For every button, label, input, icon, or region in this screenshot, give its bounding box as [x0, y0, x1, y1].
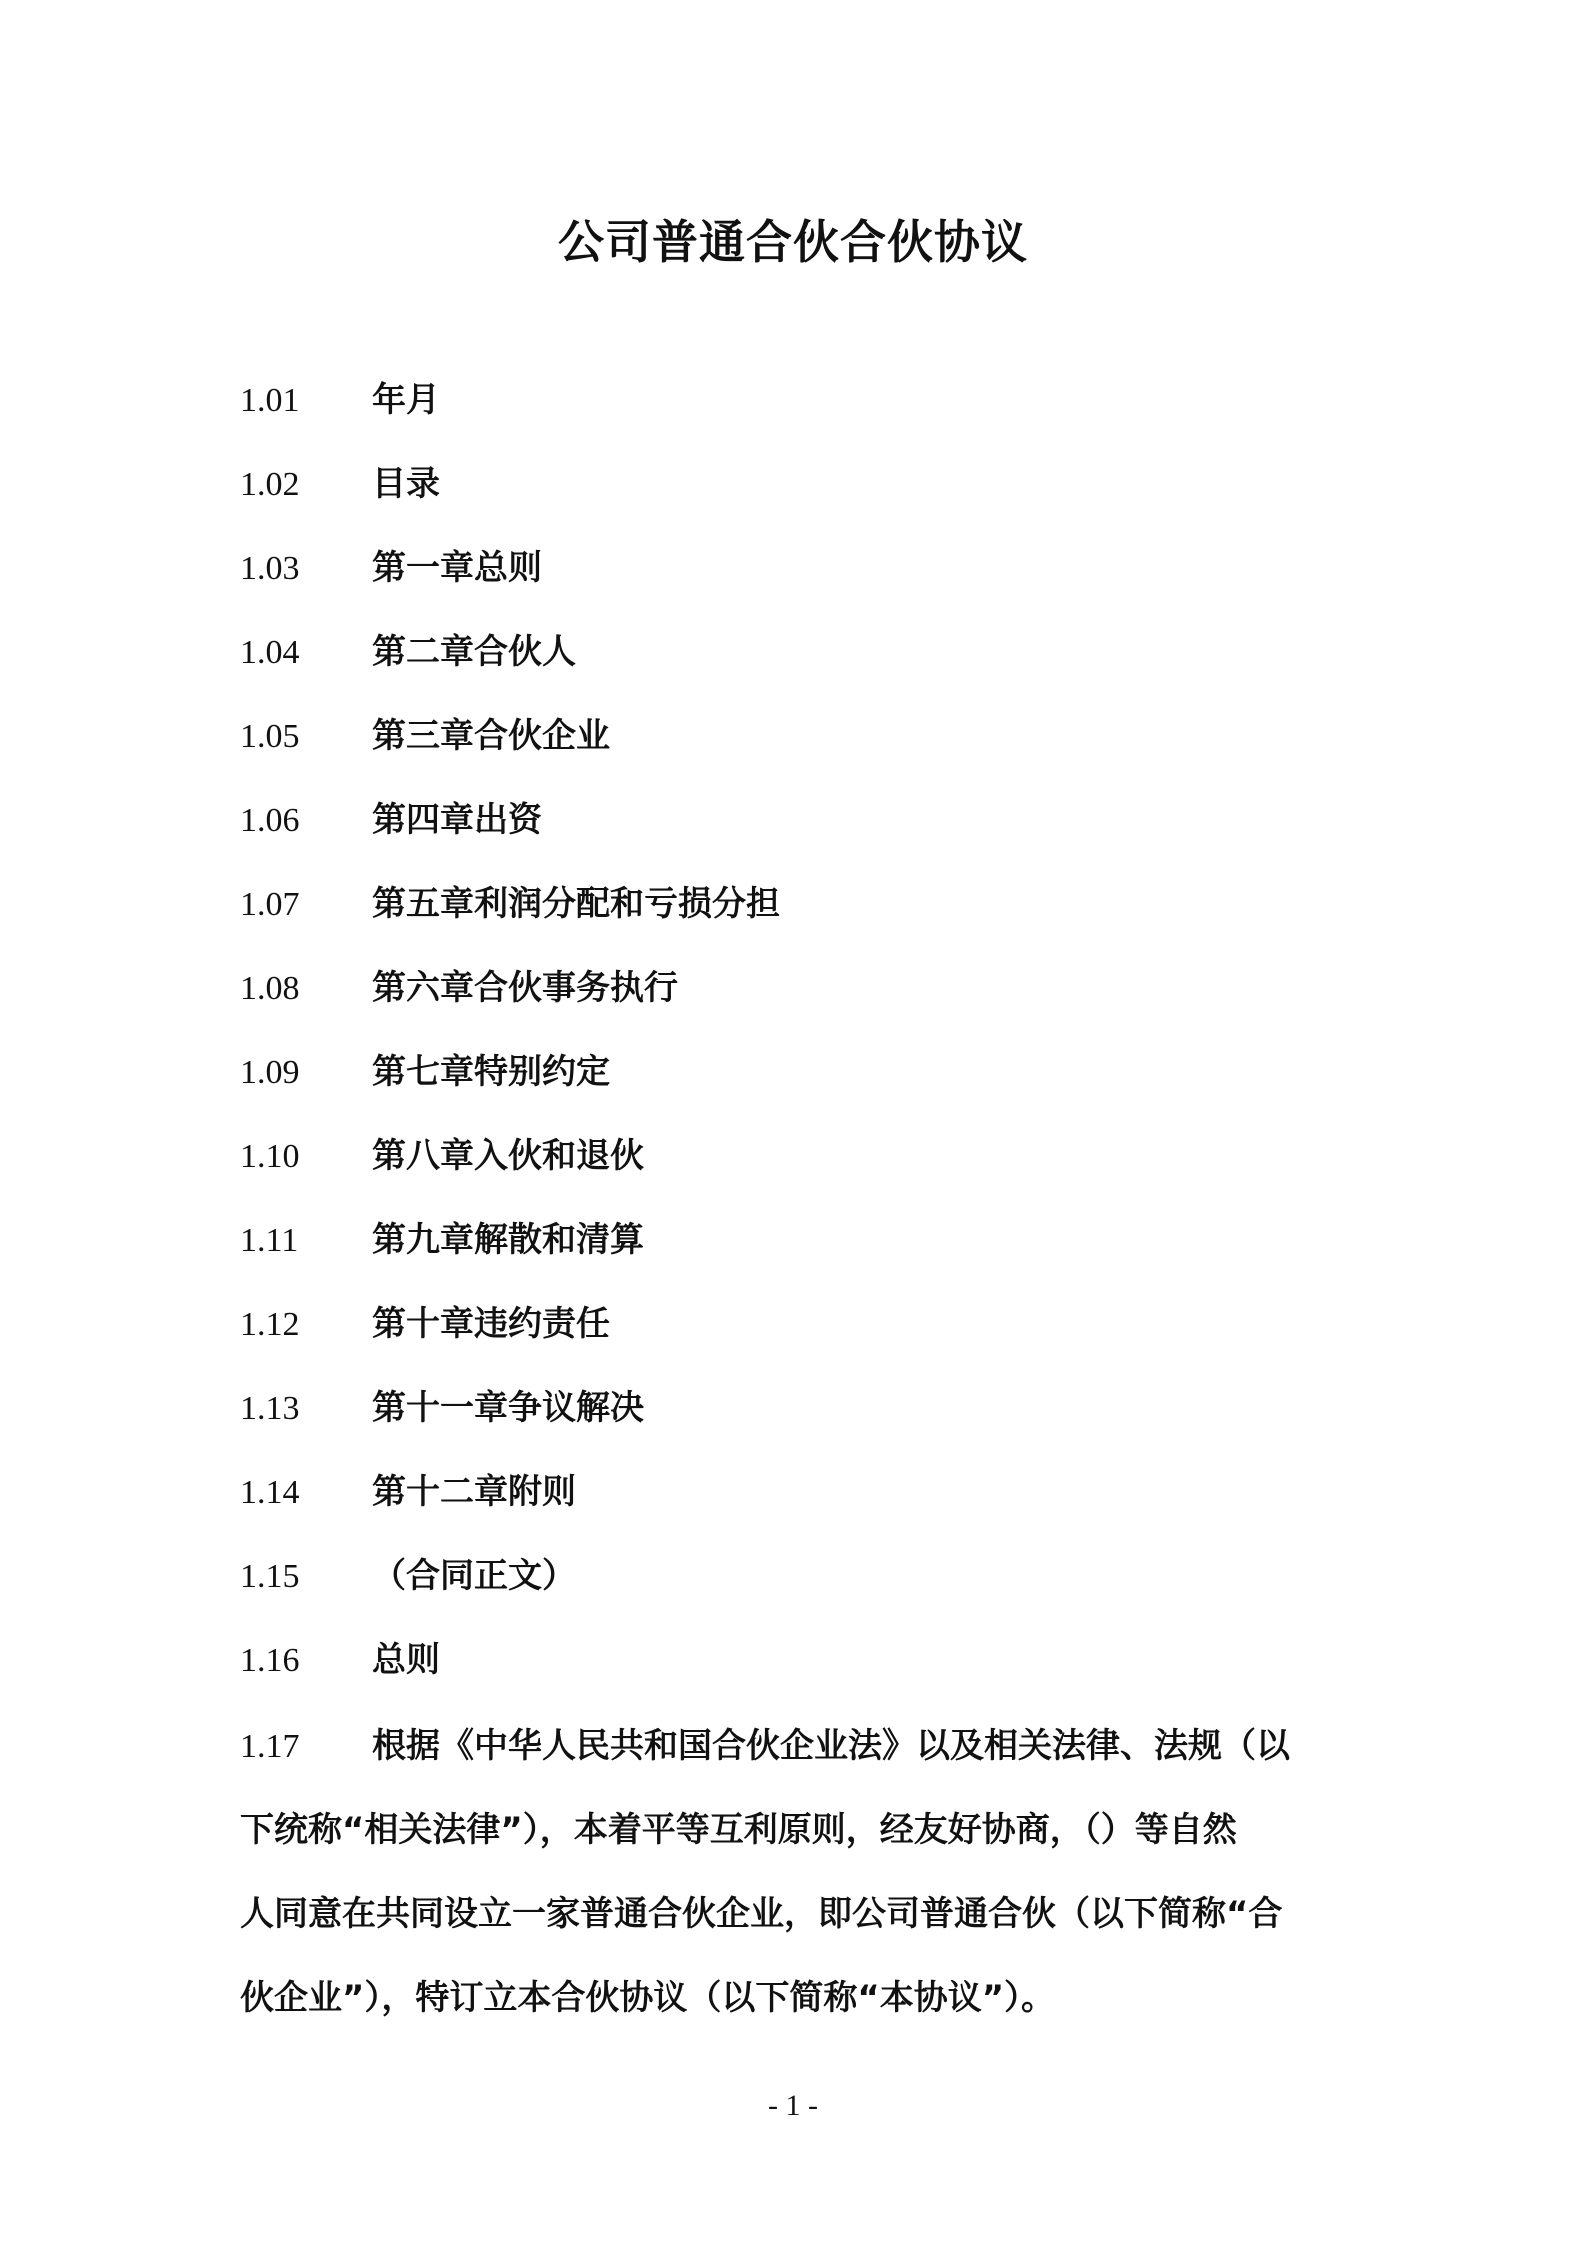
list-item: [240, 706, 1360, 790]
list-item: [240, 1210, 1360, 1294]
item-text: 第三章合伙企业: [372, 716, 610, 756]
item-number: 1.14: [240, 1474, 300, 1511]
paragraph-line: 人同意在共同设立一家普通合伙企业，即公司普通合伙（以下简称“合: [240, 1894, 1283, 1934]
item-text: 第二章合伙人: [372, 632, 576, 672]
list-item: [240, 1042, 1360, 1126]
item-number: 1.08: [240, 970, 300, 1007]
list-item: [240, 1378, 1360, 1462]
item-text: 总则: [372, 1640, 440, 1680]
item-number: 1.06: [240, 802, 300, 839]
list-item: [240, 958, 1360, 1042]
item-number: 1.12: [240, 1306, 300, 1343]
item-text: 第七章特别约定: [372, 1052, 610, 1092]
list-item: [240, 538, 1360, 622]
list-item: [240, 370, 1360, 454]
item-text: 第六章合伙事务执行: [372, 968, 678, 1008]
list-item: [240, 1630, 1360, 1714]
item-number: 1.16: [240, 1642, 300, 1679]
paragraph-line: 伙企业”），特订立本合伙协议（以下简称“本协议”）。: [240, 1978, 1056, 2018]
list-item: [240, 1546, 1360, 1630]
item-text: 第五章利润分配和亏损分担: [372, 884, 780, 924]
item-text: 第一章总则: [372, 548, 542, 588]
item-text: 第八章入伙和退伙: [372, 1136, 644, 1176]
body-paragraph: [240, 1704, 1360, 2040]
paragraph-line: 下统称“相关法律”），本着平等互利原则，经友好协商，（）等自然: [240, 1810, 1237, 1850]
item-number: 1.01: [240, 382, 300, 419]
item-number: 1.03: [240, 550, 300, 587]
item-number: 1.05: [240, 718, 300, 755]
document-title: 公司普通合伙合伙协议: [558, 215, 1028, 269]
list-item: [240, 622, 1360, 706]
item-text: （合同正文）: [372, 1556, 576, 1596]
list-item: [240, 1294, 1360, 1378]
toc-list: [240, 370, 1360, 1714]
item-number: 1.10: [240, 1138, 300, 1175]
page-number: - 1 -: [768, 2089, 818, 2122]
paragraph-number: 1.17: [240, 1728, 300, 1765]
list-item: [240, 454, 1360, 538]
item-text: 第四章出资: [372, 800, 542, 840]
list-item: [240, 790, 1360, 874]
list-item: [240, 874, 1360, 958]
item-number: 1.13: [240, 1390, 300, 1427]
item-number: 1.09: [240, 1054, 300, 1091]
paragraph-line: [240, 1704, 1360, 1788]
item-text: 年月: [372, 380, 440, 420]
item-number: 1.02: [240, 466, 300, 503]
item-number: 1.04: [240, 634, 300, 671]
item-text: 第九章解散和清算: [372, 1220, 644, 1260]
item-text: 第十章违约责任: [372, 1304, 610, 1344]
list-item: [240, 1462, 1360, 1546]
item-text: 目录: [372, 464, 440, 504]
item-text: 第十一章争议解决: [372, 1388, 644, 1428]
paragraph-text: 根据《中华人民共和国合伙企业法》以及相关法律、法规（以: [372, 1726, 1290, 1766]
list-item: [240, 1126, 1360, 1210]
item-number: 1.07: [240, 886, 300, 923]
item-text: 第十二章附则: [372, 1472, 576, 1512]
item-number: 1.11: [240, 1222, 299, 1259]
item-number: 1.15: [240, 1558, 300, 1595]
